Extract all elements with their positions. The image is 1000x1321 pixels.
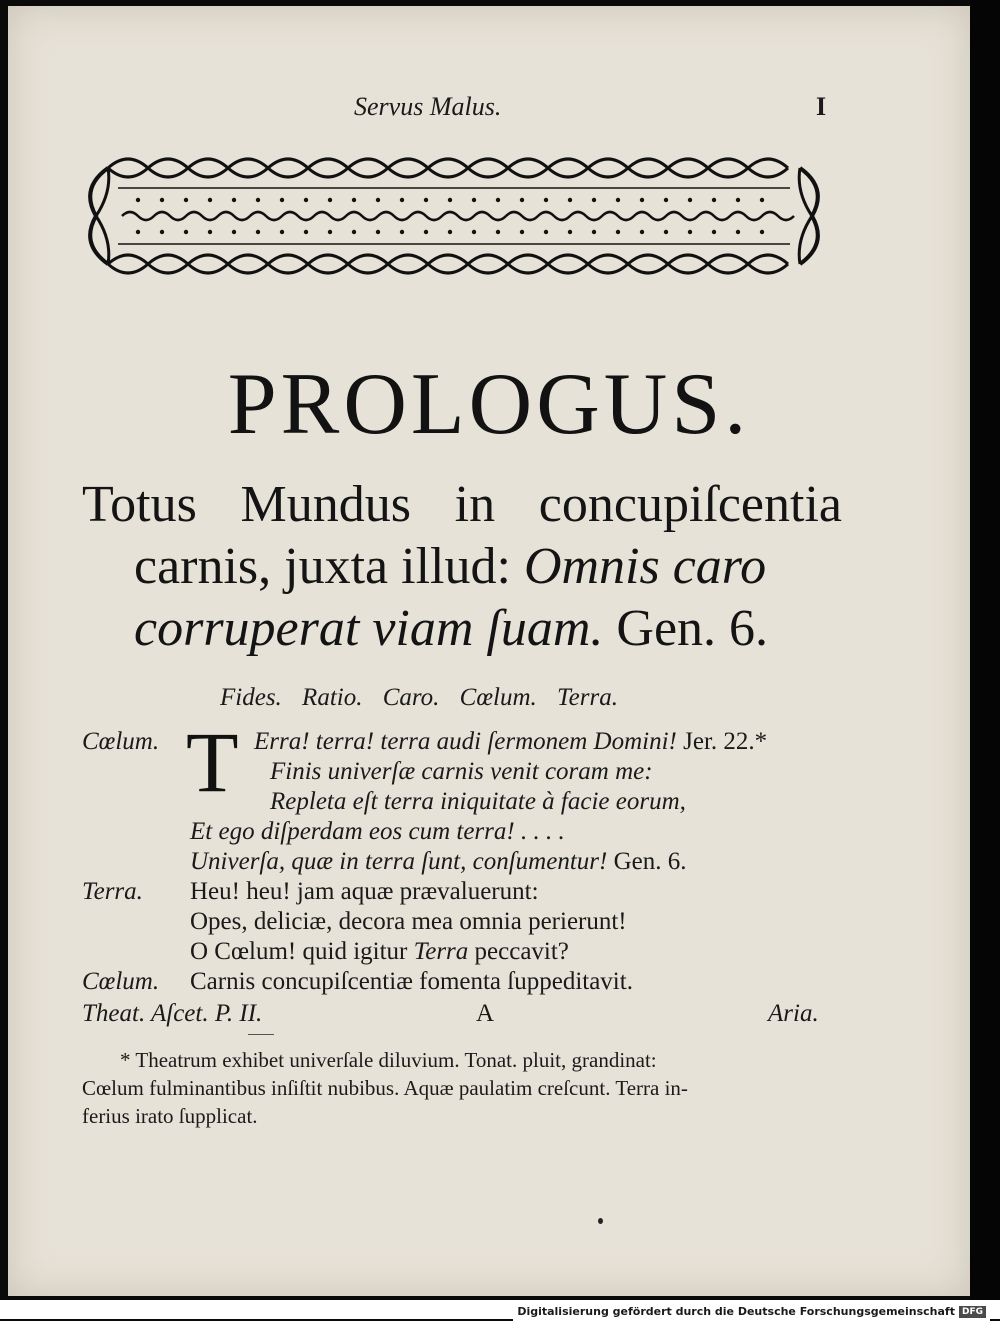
cast-list: Fides. Ratio. Caro. Cœlum. Terra. xyxy=(220,684,618,711)
verse-line-8-b: peccavit? xyxy=(474,938,569,965)
subtitle-line-2-italic: Omnis caro xyxy=(523,538,767,595)
speaker-label: Terra. xyxy=(82,878,143,905)
verse-line-5-ref: Gen. 6. xyxy=(613,848,687,875)
subtitle-line-1: Totus Mundus in concupiſcentia xyxy=(82,476,842,533)
credit-text: Digitalisierung gefördert durch die Deutsche Forschungsgemeinschaft xyxy=(517,1305,955,1318)
book-page xyxy=(8,6,970,1296)
subtitle-line-3-italic: corruperat viam ſuam. xyxy=(134,600,604,657)
digitization-credit xyxy=(513,1300,990,1321)
subtitle-line-2-plain: carnis, juxta illud: xyxy=(134,538,511,595)
footnote-line-3: ferius irato ſupplicat. xyxy=(82,1104,258,1128)
subtitle xyxy=(82,474,842,660)
verse-line-1-ref: Jer. 22.* xyxy=(683,728,768,755)
verse-line-8-a: O Cœlum! quid igitur xyxy=(190,938,408,965)
page-title: PROLOGUS. xyxy=(227,356,751,453)
footnote-line-1: * Theatrum exhibet univerſale diluvium. Tonat. pluit, grandinat: xyxy=(120,1048,657,1072)
dfg-logo-icon: DFG xyxy=(959,1306,986,1318)
subtitle-line-3 xyxy=(82,598,842,660)
ink-speck xyxy=(598,1218,603,1224)
verse-line xyxy=(254,728,767,756)
catchword: Aria. xyxy=(768,1000,819,1027)
speaker-label: Cœlum. xyxy=(82,968,160,995)
footnote-rule xyxy=(248,1034,274,1035)
verse-line-8-italic: Terra xyxy=(413,938,469,965)
footnote xyxy=(82,1046,834,1130)
footer-title: Theat. Aſcet. P. II. xyxy=(82,1000,263,1027)
decorative-border-ornament xyxy=(78,148,830,284)
verse-line: Heu! heu! jam aquæ prævaluerunt: xyxy=(190,878,539,905)
drop-cap: T xyxy=(186,714,239,810)
speaker-label: Cœlum. xyxy=(82,728,160,755)
subtitle-line-3-plain: Gen. 6. xyxy=(616,600,769,657)
footnote-line-2: Cœlum fulminantibus inſiſtit nubibus. Aquæ paulatim creſcunt. Terra in- xyxy=(82,1076,688,1100)
page-number: I xyxy=(816,92,827,121)
verse-line: Repleta eſt terra iniquitate à facie eorum, xyxy=(270,788,686,815)
verse-line: Opes, deliciæ, decora mea omnia perierunt! xyxy=(190,908,627,935)
running-head: Servus Malus. xyxy=(354,92,502,121)
verse-line: Finis univerſæ carnis venit coram me: xyxy=(270,758,653,785)
verse-line-1-italic: Erra! terra! terra audi ſermonem Domini! xyxy=(254,728,677,755)
signature-mark: A xyxy=(476,1000,495,1027)
verse-line xyxy=(190,938,569,966)
verse-line-5-italic: Univerſa, quæ in terra ſunt, conſumentur! xyxy=(190,848,608,875)
verse-line xyxy=(190,848,686,876)
page-edge-shadow xyxy=(970,0,1000,1300)
verse-line: Et ego diſperdam eos cum terra! . . . . xyxy=(190,818,565,845)
verse-line: Carnis concupiſcentiæ fomenta ſuppeditavit. xyxy=(190,968,633,995)
subtitle-line-2 xyxy=(82,536,842,598)
